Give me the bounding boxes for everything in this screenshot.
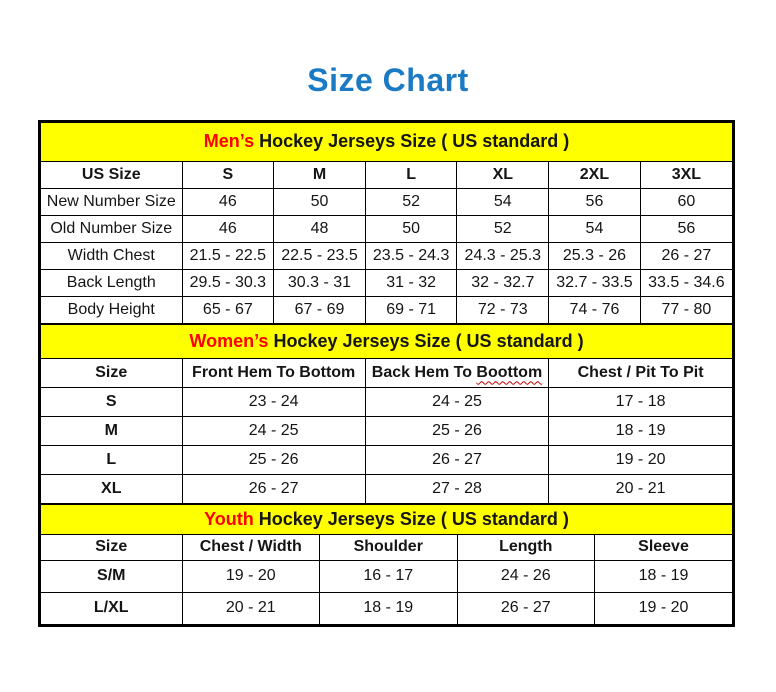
page-title: Size Chart [307, 62, 469, 98]
table-cell: 26 - 27 [365, 445, 548, 474]
row-label: L/XL [41, 592, 182, 624]
column-header: Front Hem To Bottom [182, 358, 365, 387]
column-header: 3XL [640, 161, 732, 188]
table-cell: 32.7 - 33.5 [549, 269, 641, 296]
column-header-text: Back Hem To [371, 363, 477, 381]
mens-size-table [41, 123, 732, 324]
column-header: L [365, 161, 457, 188]
table-cell: 24 - 25 [182, 416, 365, 445]
table-cell: 26 - 27 [640, 242, 732, 269]
table-row [41, 215, 732, 242]
column-header: Chest / Pit To Pit [549, 358, 732, 387]
row-label: Body Height [41, 296, 182, 323]
table-cell: 72 - 73 [457, 296, 549, 323]
table-cell: 32 - 32.7 [457, 269, 549, 296]
column-header: Size [41, 534, 182, 560]
mens-table-title [41, 123, 732, 161]
table-cell: 18 - 19 [549, 416, 732, 445]
row-label: S/M [41, 560, 182, 592]
table-cell: 67 - 69 [274, 296, 366, 323]
table-cell: 18 - 19 [595, 560, 733, 592]
table-cell: 19 - 20 [549, 445, 732, 474]
table-row [41, 242, 732, 269]
table-cell: 19 - 20 [595, 592, 733, 624]
table-cell: 69 - 71 [365, 296, 457, 323]
table-cell: 56 [549, 188, 641, 215]
table-cell: 24 - 26 [457, 560, 595, 592]
youth-table-title-row [41, 504, 732, 534]
column-header: US Size [41, 161, 182, 188]
womens-table-title-row [41, 324, 732, 358]
row-label: M [41, 416, 182, 445]
column-header: 2XL [549, 161, 641, 188]
table-cell: 50 [274, 188, 366, 215]
table-row [41, 387, 732, 416]
table-cell: 25 - 26 [182, 445, 365, 474]
youth-size-table [41, 504, 732, 625]
table-cell: 23.5 - 24.3 [365, 242, 457, 269]
table-cell: 54 [549, 215, 641, 242]
womens-size-table [41, 324, 732, 504]
row-label: Back Length [41, 269, 182, 296]
column-header: Length [457, 534, 595, 560]
column-header: S [182, 161, 274, 188]
youth-title-accent: Youth [204, 508, 254, 529]
table-cell: 26 - 27 [182, 474, 365, 503]
table-cell: 46 [182, 215, 274, 242]
table-cell: 46 [182, 188, 274, 215]
table-row [41, 269, 732, 296]
column-header [365, 358, 548, 387]
table-cell: 25.3 - 26 [549, 242, 641, 269]
table-cell: 60 [640, 188, 732, 215]
table-cell: 30.3 - 31 [274, 269, 366, 296]
womens-title-rest: Hockey Jerseys Size ( US standard ) [268, 330, 584, 351]
womens-title-accent: Women’s [189, 330, 269, 351]
column-header: M [274, 161, 366, 188]
table-cell: 65 - 67 [182, 296, 274, 323]
table-cell: 77 - 80 [640, 296, 732, 323]
youth-header-row [41, 534, 732, 560]
table-cell: 29.5 - 30.3 [182, 269, 274, 296]
womens-table-title [41, 324, 732, 358]
table-cell: 25 - 26 [365, 416, 548, 445]
mens-title-accent: Men’s [203, 131, 255, 152]
table-cell: 21.5 - 22.5 [182, 242, 274, 269]
table-cell: 16 - 17 [320, 560, 458, 592]
womens-header-row [41, 358, 732, 387]
table-cell: 33.5 - 34.6 [640, 269, 732, 296]
table-cell: 74 - 76 [549, 296, 641, 323]
table-cell: 18 - 19 [320, 592, 458, 624]
table-cell: 24 - 25 [365, 387, 548, 416]
table-cell: 23 - 24 [182, 387, 365, 416]
table-cell: 52 [365, 188, 457, 215]
table-cell: 19 - 20 [182, 560, 320, 592]
row-label: L [41, 445, 182, 474]
row-label: Width Chest [41, 242, 182, 269]
table-row [41, 474, 732, 503]
table-cell: 31 - 32 [365, 269, 457, 296]
column-header: Shoulder [320, 534, 458, 560]
mens-header-row [41, 161, 732, 188]
table-cell: 22.5 - 23.5 [274, 242, 366, 269]
table-cell: 24.3 - 25.3 [457, 242, 549, 269]
row-label: XL [41, 474, 182, 503]
size-chart-tables [38, 120, 735, 627]
table-row [41, 416, 732, 445]
mens-title-rest: Hockey Jerseys Size ( US standard ) [254, 131, 570, 152]
table-cell: 52 [457, 215, 549, 242]
table-cell: 48 [274, 215, 366, 242]
column-header: Chest / Width [182, 534, 320, 560]
table-row [41, 296, 732, 323]
table-row [41, 188, 732, 215]
table-cell: 54 [457, 188, 549, 215]
column-header: Sleeve [595, 534, 733, 560]
table-cell: 27 - 28 [365, 474, 548, 503]
table-cell: 20 - 21 [549, 474, 732, 503]
column-header: XL [457, 161, 549, 188]
row-label: S [41, 387, 182, 416]
table-cell: 50 [365, 215, 457, 242]
misspelled-word-wavy-underline: Boottom [476, 363, 543, 381]
mens-table-title-row [41, 123, 732, 161]
row-label: New Number Size [41, 188, 182, 215]
youth-title-rest: Hockey Jerseys Size ( US standard ) [253, 508, 569, 529]
row-label: Old Number Size [41, 215, 182, 242]
table-cell: 17 - 18 [549, 387, 732, 416]
table-row [41, 445, 732, 474]
table-row [41, 560, 732, 592]
table-cell: 26 - 27 [457, 592, 595, 624]
table-cell: 20 - 21 [182, 592, 320, 624]
youth-table-title [41, 504, 732, 534]
column-header: Size [41, 358, 182, 387]
table-cell: 56 [640, 215, 732, 242]
table-row [41, 592, 732, 624]
